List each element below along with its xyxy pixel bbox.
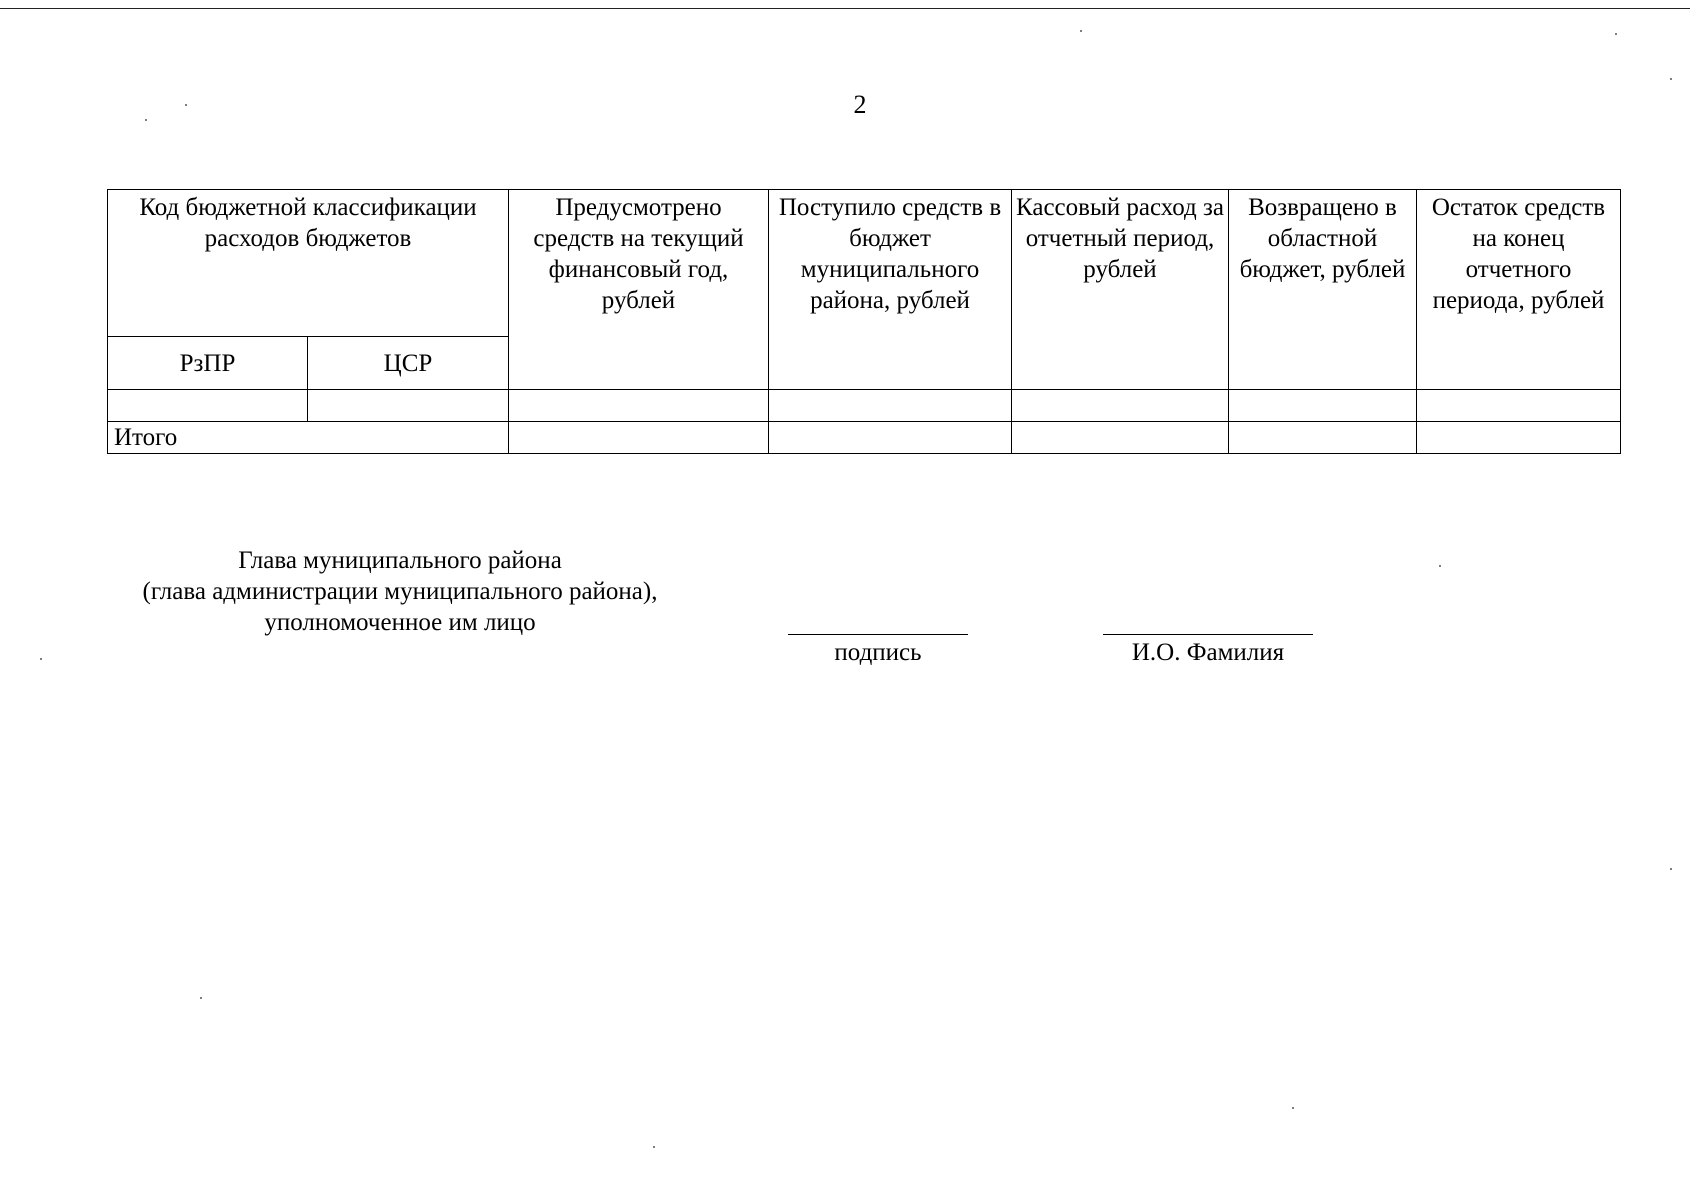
signature-line — [788, 634, 968, 635]
table-row — [108, 390, 1621, 422]
cell-returned — [1229, 390, 1417, 422]
scan-speck — [1439, 565, 1441, 567]
total-label: Итого — [108, 422, 509, 454]
signatory-title-line3: уполномоченное им лицо — [264, 609, 536, 636]
name-line — [1103, 634, 1313, 635]
scan-speck — [200, 997, 202, 999]
scan-speck — [1670, 78, 1672, 80]
header-classification: Код бюджетной классификации расходов бюджетов — [108, 190, 509, 337]
total-returned — [1229, 422, 1417, 454]
header-csr: ЦСР — [308, 337, 509, 390]
cell-planned — [509, 390, 769, 422]
cell-received — [769, 390, 1012, 422]
header-cash-expense: Кассовый расход за отчетный период, рублей — [1012, 190, 1229, 390]
report-table — [107, 189, 1621, 454]
signatory-title — [105, 545, 695, 638]
cell-csr — [308, 390, 509, 422]
header-received: Поступило средств в бюджет муниципального района, рублей — [769, 190, 1012, 390]
name-caption: И.О. Фамилия — [1131, 639, 1285, 666]
scan-speck — [145, 119, 147, 121]
scan-speck — [1292, 1107, 1294, 1109]
header-planned: Предусмотрено средств на текущий финансовый год, рублей — [509, 190, 769, 390]
scan-speck — [40, 658, 42, 660]
total-planned — [509, 422, 769, 454]
header-row — [108, 190, 1621, 337]
cell-rzpr — [108, 390, 308, 422]
total-received — [769, 422, 1012, 454]
header-rzpr: РзПР — [108, 337, 308, 390]
total-cash-expense — [1012, 422, 1229, 454]
page-number: 2 — [853, 90, 867, 119]
cell-cash-expense — [1012, 390, 1229, 422]
scan-speck — [1670, 868, 1672, 870]
total-balance — [1417, 422, 1621, 454]
scan-speck — [1615, 33, 1617, 35]
scan-speck — [653, 1146, 655, 1148]
cell-balance — [1417, 390, 1621, 422]
signature-caption: подпись — [834, 639, 922, 666]
scan-speck — [185, 104, 187, 106]
header-balance: Остаток средств на конец отчетного периода, рублей — [1417, 190, 1621, 390]
scan-speck — [1080, 30, 1082, 32]
signatory-title-line2: (глава администрации муниципального района), — [142, 578, 658, 605]
top-rule — [0, 8, 1690, 9]
header-returned: Возвращено в областной бюджет, рублей — [1229, 190, 1417, 390]
signatory-title-line1: Глава муниципального района — [238, 547, 562, 574]
total-row — [108, 422, 1621, 454]
